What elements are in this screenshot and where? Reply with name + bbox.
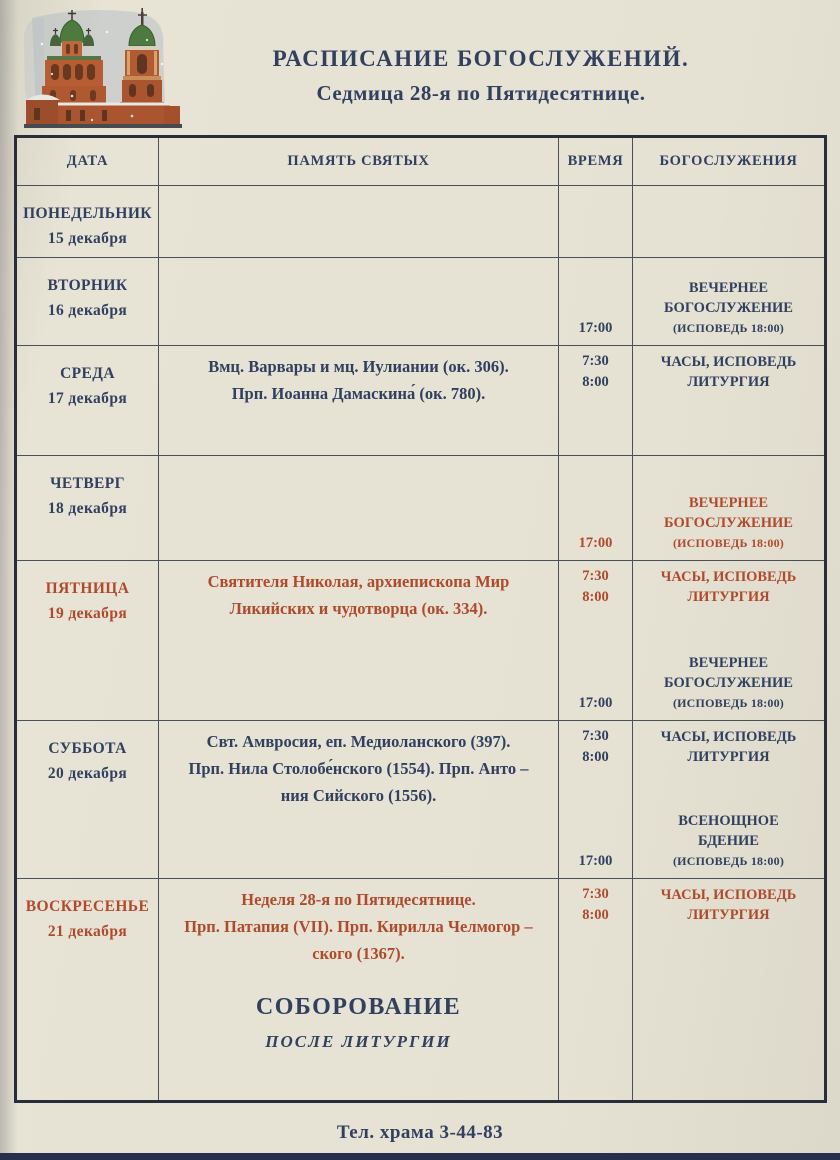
date-cell bbox=[17, 186, 158, 257]
day-date: 20 декабря bbox=[47, 765, 128, 782]
saints-cell: Вмц. Варвары и мц. Иулиании (ок. 306). Прп. Иоанна Дамаскина́ (ок. 780). bbox=[158, 346, 558, 455]
date-cell bbox=[17, 346, 158, 455]
service-entry: ЧАСЫ, ИСПОВЕДЬ ЛИТУРГИЯ bbox=[660, 887, 797, 923]
row-friday bbox=[17, 560, 824, 720]
time-value: 17:00 bbox=[578, 535, 613, 551]
announcement bbox=[256, 994, 461, 1055]
time-value: 8:00 bbox=[582, 749, 609, 765]
saints-cell: Свт. Амвросия, еп. Медиоланского (397). Прп. Нила Столобе́нского (1554). Прп. Анто – ния Сийского (1556). bbox=[158, 721, 558, 878]
service-entry: ВЕЧЕРНЕЕ БОГОСЛУЖЕНИЕ (ИСПОВЕДЬ 18:00) bbox=[664, 280, 793, 335]
church-illustration bbox=[12, 4, 190, 130]
service-entry: ВЕЧЕРНЕЕ БОГОСЛУЖЕНИЕ (ИСПОВЕДЬ 18:00) bbox=[664, 495, 793, 550]
day-name: ПЯТНИЦА bbox=[45, 580, 130, 597]
day-name: СУББОТА bbox=[48, 740, 127, 757]
announcement-title: СОБОРОВАНИЕ bbox=[255, 994, 462, 1020]
day-name: ВОСКРЕСЕНЬЕ bbox=[25, 898, 150, 915]
time-cell bbox=[558, 456, 632, 560]
time-value: 7:30 bbox=[582, 568, 609, 584]
day-name: СРЕДА bbox=[60, 365, 115, 382]
time-value: 8:00 bbox=[582, 589, 609, 605]
time-value: 17:00 bbox=[578, 320, 613, 336]
services-cell bbox=[632, 456, 824, 560]
time-cell bbox=[558, 186, 632, 257]
day-date: 15 декабря bbox=[47, 230, 128, 247]
time-cell bbox=[558, 879, 632, 1100]
services-cell bbox=[632, 186, 824, 257]
time-value: 17:00 bbox=[578, 695, 613, 711]
day-date: 17 декабря bbox=[47, 390, 128, 407]
time-value: 7:30 bbox=[582, 728, 609, 744]
time-cell bbox=[558, 721, 632, 878]
date-cell bbox=[17, 561, 158, 720]
scan-bottom-edge bbox=[0, 1153, 840, 1160]
page-title: РАСПИСАНИЕ БОГОСЛУЖЕНИЙ. bbox=[272, 46, 690, 71]
row-wednesday bbox=[17, 345, 824, 455]
services-cell: ЧАСЫ, ИСПОВЕДЬ ЛИТУРГИЯ bbox=[632, 346, 824, 455]
time-value: 17:00 bbox=[578, 853, 613, 869]
saints-cell bbox=[158, 258, 558, 345]
schedule-table bbox=[14, 135, 827, 1103]
column-header-time: ВРЕМЯ bbox=[558, 138, 632, 185]
day-date: 19 декабря bbox=[47, 605, 128, 622]
service-entry: ВСЕНОЩНОЕ БДЕНИЕ (ИСПОВЕДЬ 18:00) bbox=[672, 813, 785, 868]
saints-text: Неделя 28-я по Пятидесятнице. Прп. Патапия (VII). Прп. Кирилла Челмогор – ского (1367). bbox=[184, 890, 533, 963]
time-cell bbox=[558, 346, 632, 455]
service-entry: ЧАСЫ, ИСПОВЕДЬ ЛИТУРГИЯ bbox=[660, 729, 797, 765]
time-value: 7:30 bbox=[582, 353, 609, 369]
date-cell bbox=[17, 721, 158, 878]
row-saturday bbox=[17, 720, 824, 878]
day-date: 16 декабря bbox=[47, 302, 128, 319]
saints-cell: Святителя Николая, архиепископа Мир Ликийских и чудотворца (ок. 334). bbox=[158, 561, 558, 720]
day-name: ЧЕТВЕРГ bbox=[50, 475, 125, 492]
services-cell bbox=[632, 561, 824, 720]
service-entry: ВЕЧЕРНЕЕ БОГОСЛУЖЕНИЕ (ИСПОВЕДЬ 18:00) bbox=[664, 655, 793, 710]
day-name: ПОНЕДЕЛЬНИК bbox=[23, 205, 152, 222]
saints-cell bbox=[158, 186, 558, 257]
row-thursday bbox=[17, 455, 824, 560]
row-tuesday bbox=[17, 257, 824, 345]
time-cell bbox=[558, 561, 632, 720]
column-header-services: БОГОСЛУЖЕНИЯ bbox=[632, 138, 824, 185]
time-value: 7:30 bbox=[582, 886, 609, 902]
day-name: ВТОРНИК bbox=[47, 277, 128, 294]
time-value: 8:00 bbox=[582, 907, 609, 923]
column-header-saints: ПАМЯТЬ СВЯТЫХ bbox=[158, 138, 558, 185]
time-cell bbox=[558, 258, 632, 345]
service-entry: ЧАСЫ, ИСПОВЕДЬ ЛИТУРГИЯ bbox=[660, 569, 797, 605]
announcement-subtitle: ПОСЛЕ ЛИТУРГИИ bbox=[265, 1032, 452, 1051]
column-header-date: ДАТА bbox=[66, 153, 109, 169]
date-cell bbox=[17, 258, 158, 345]
phone-number: Тел. храма 3-44-83 bbox=[336, 1122, 504, 1143]
day-date: 18 декабря bbox=[47, 500, 128, 517]
saints-cell bbox=[158, 879, 558, 1100]
services-cell bbox=[632, 879, 824, 1100]
page-header bbox=[198, 46, 764, 106]
saints-cell bbox=[158, 456, 558, 560]
services-cell bbox=[632, 721, 824, 878]
time-value: 8:00 bbox=[582, 374, 609, 390]
row-monday bbox=[17, 185, 824, 257]
services-cell bbox=[632, 258, 824, 345]
table-header-row bbox=[17, 138, 824, 185]
date-cell bbox=[17, 456, 158, 560]
row-sunday bbox=[17, 878, 824, 1100]
page-subtitle: Седмица 28-я по Пятидесятнице. bbox=[316, 81, 646, 105]
date-cell bbox=[17, 879, 158, 1100]
day-date: 21 декабря bbox=[47, 923, 128, 940]
